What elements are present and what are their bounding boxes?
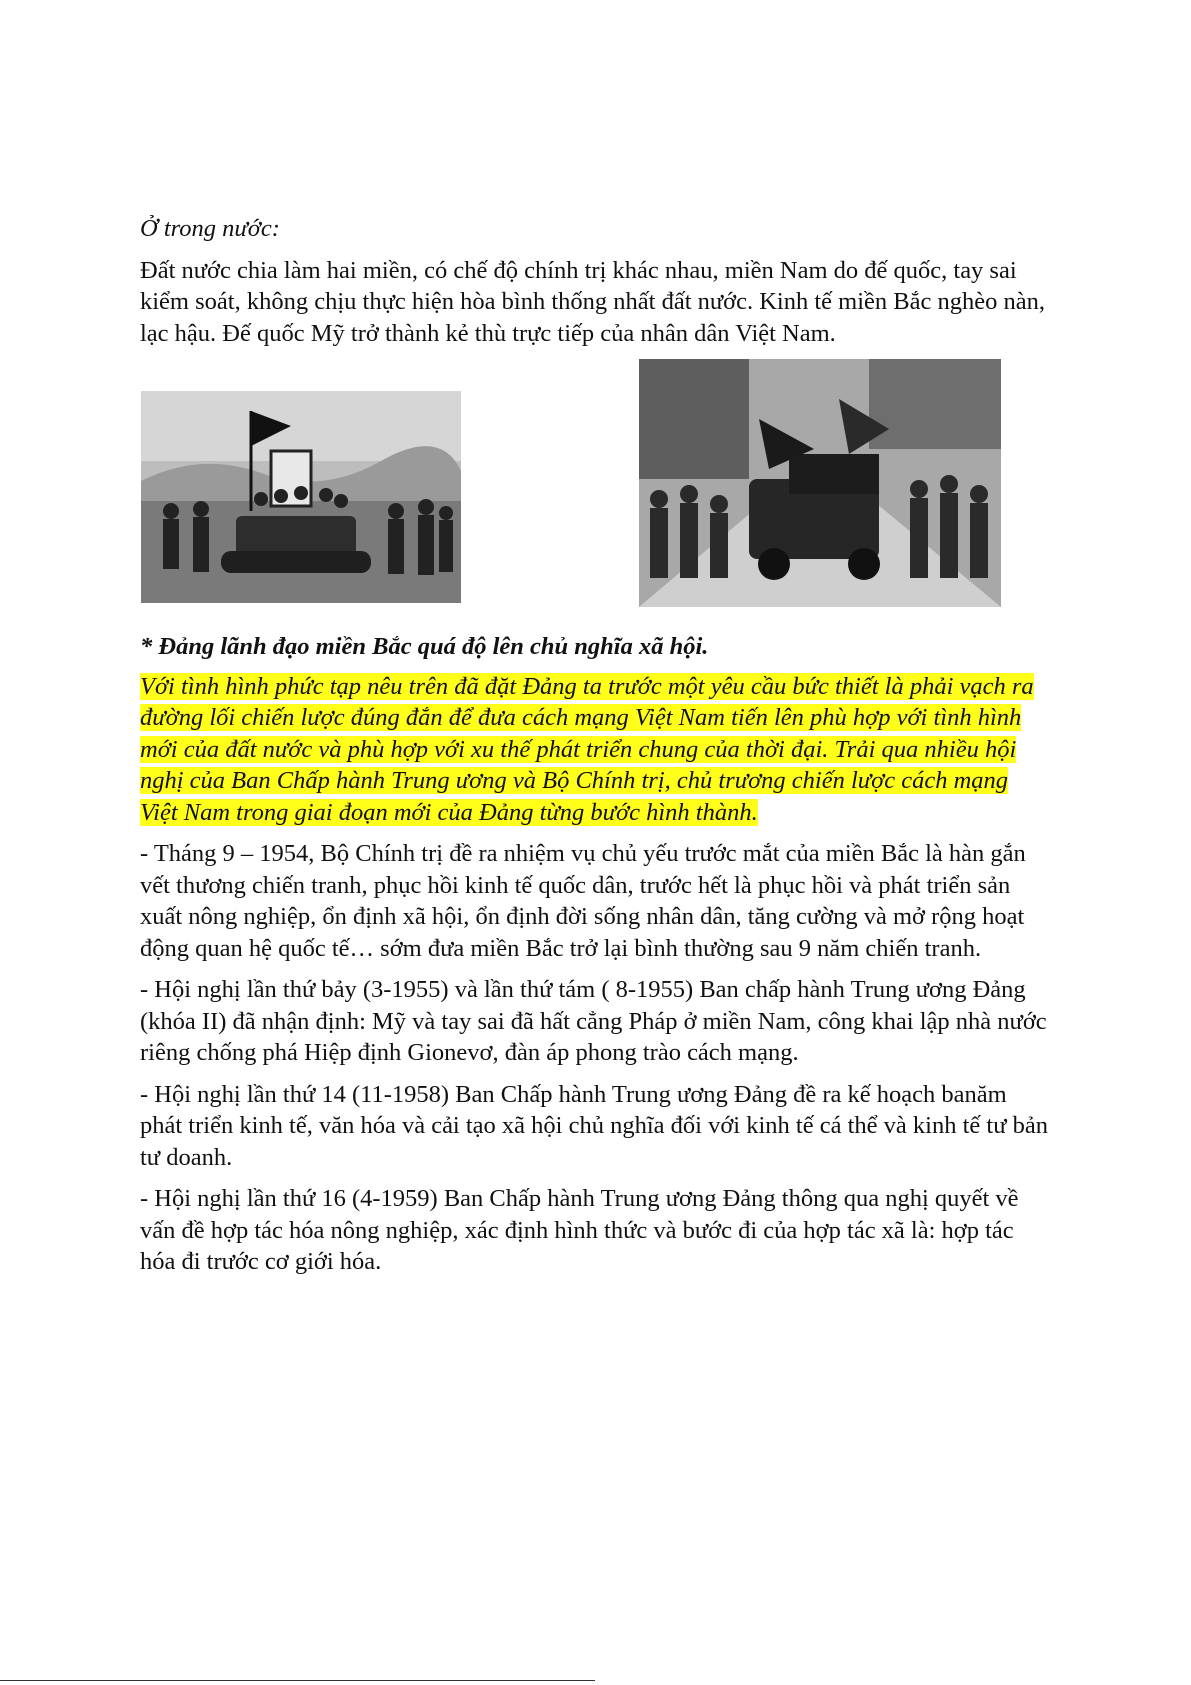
highlighted-text: Với tình hình phức tạp nêu trên đã đặt Đảng ta trước một yêu cầu bức thiết là phải vạch ra đường lối chiến lược đúng đắn để đưa cách mạng Việt Nam tiến lên phù hợp với tình hình mới của đất nước và phù hợp với xu thế phát triển chung của thời đại. Trải qua nhiều hội nghị của Ban Chấp hành Trung ương và Bộ Chính trị, chủ trương chiến lược cách mạng Việt Nam trong giai đoạn mới của Đảng từng bước hình thành. (140, 672, 1034, 826)
page-content (140, 213, 1050, 1288)
photo-row (140, 359, 1050, 621)
historical-photo-tank-victory (141, 391, 461, 603)
list-item: - Hội nghị lần thứ 16 (4-1959) Ban Chấp hành Trung ương Đảng thông qua nghị quyết về vấn đề hợp tác hóa nông nghiệp, xác định hình thức và bước đi của hợp tác xã là: hợp tác hóa đi trước cơ giới hóa. (140, 1185, 1019, 1275)
list-item: - Tháng 9 – 1954, Bộ Chính trị đề ra nhiệm vụ chủ yếu trước mắt của miền Bắc là hàn gắn vết thương chiến tranh, phục hồi kinh tế quốc dân, trước hết là phục hồi và phát triển sản xuất nông nghiệp, ổn định xã hội, ổn định đời sống nhân dân, tăng cường và mở rộng hoạt động quan hệ quốc tế… sớm đưa miền Bắc trở lại bình thường sau 9 năm chiến tranh. (140, 840, 1026, 962)
footer-divider (0, 1680, 595, 1681)
historical-photo-truck-parade (639, 359, 1001, 607)
list-item: - Hội nghị lần thứ bảy (3-1955) và lần thứ tám ( 8-1955) Ban chấp hành Trung ương Đảng (khóa II) đã nhận định: Mỹ và tay sai đã hất cẳng Pháp ở miền Nam, công khai lập nhà nước riêng chống phá Hiệp định Gionevơ, đàn áp phong trào cách mạng. (140, 976, 1047, 1066)
intro-paragraph: Đất nước chia làm hai miền, có chế độ chính trị khác nhau, miền Nam do đế quốc, tay sai kiểm soát, không chịu thực hiện hòa bình thống nhất đất nước. Kinh tế miền Bắc nghèo nàn, lạc hậu. Đế quốc Mỹ trở thành kẻ thù trực tiếp của nhân dân Việt Nam. (140, 256, 1045, 347)
list-item: - Hội nghị lần thứ 14 (11-1958) Ban Chấp hành Trung ương Đảng đề ra kế hoạch banăm phát triển kinh tế, văn hóa và cải tạo xã hội chủ nghĩa đối với kinh tế cá thể và kinh tế tư bản tư doanh. (140, 1080, 1048, 1171)
items-list (140, 838, 1050, 1278)
section-heading: * Đảng lãnh đạo miền Bắc quá độ lên chủ nghĩa xã hội. (140, 633, 709, 660)
section-label: Ở trong nước: (140, 215, 280, 242)
highlighted-paragraph (140, 671, 1050, 829)
